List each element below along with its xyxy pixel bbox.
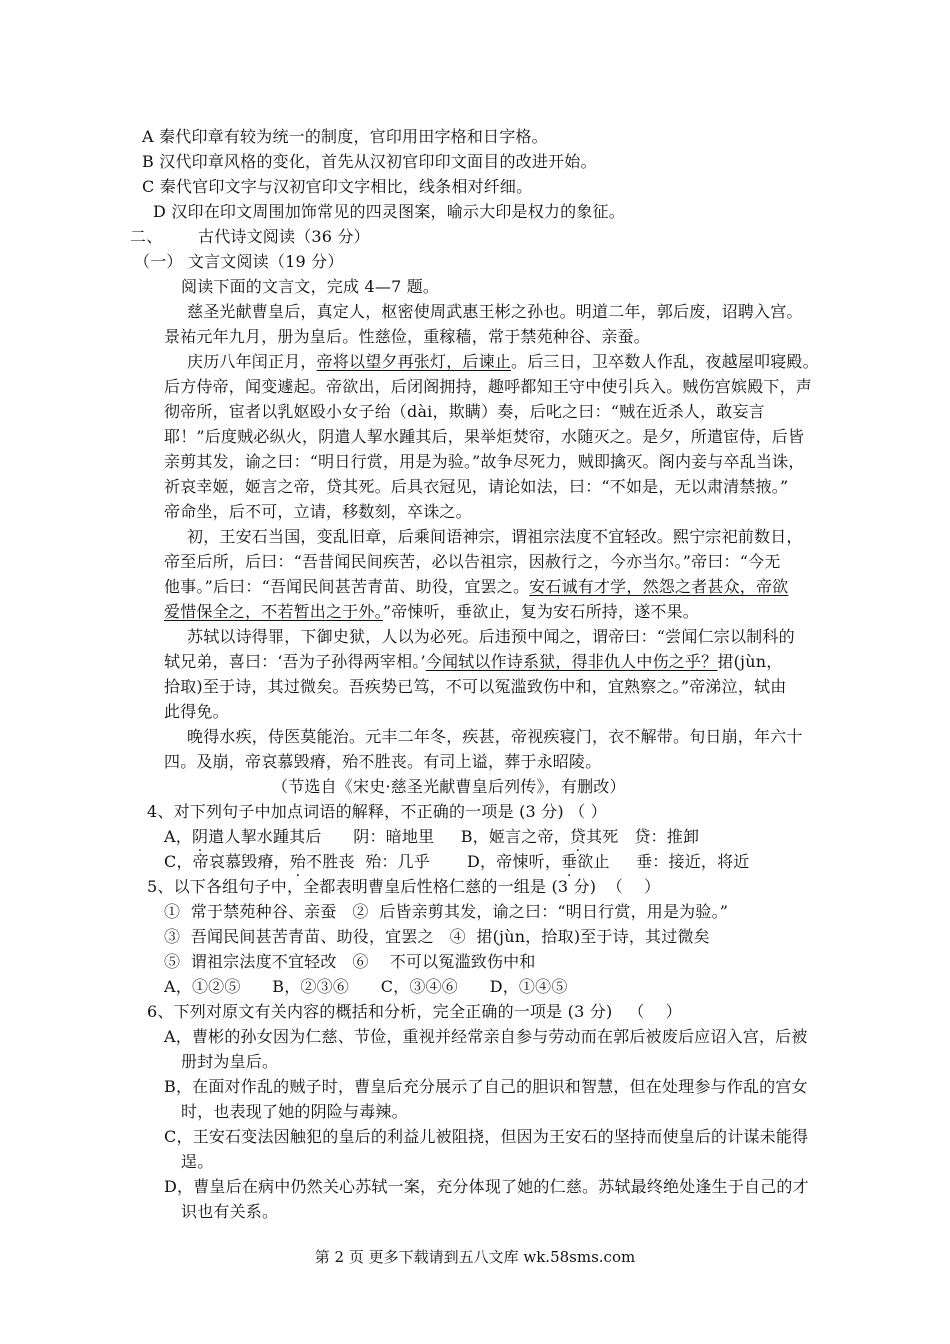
underlined-sentence: 帝将以望夕再张灯，后谏止 bbox=[316, 352, 512, 371]
prev-option-c: C 秦代官印文字与汉初官印文字相比，线条相对纤细。 bbox=[142, 177, 533, 196]
option-text: 其死 贷：推卸 bbox=[586, 827, 700, 846]
question-5-item: ① 常于禁苑种谷、亲蚕 ② 后皆亲剪其发，谕之曰：“明日行赏，用是为验。” bbox=[164, 902, 729, 921]
question-6-option-a-cont: 册封为皇后。 bbox=[181, 1052, 279, 1071]
dotted-word: 阴 bbox=[191, 827, 209, 846]
passage-text: 捃(jùn， bbox=[717, 652, 783, 671]
passage-line: 初，王安石当国，变乱旧章，后乘间语神宗，谓祖宗法度不宜轻改。熙宁宗祀前数日， bbox=[187, 527, 803, 546]
prev-option-a: A 秦代印章有较为统一的制度，官印用田字格和日字格。 bbox=[142, 127, 548, 146]
question-6-option-c: C，王安石变法因触犯的皇后的利益儿被阻挠，但因为王安石的坚持而使皇后的计谋未能得 bbox=[164, 1127, 809, 1146]
question-4-stem: 4、对下列句子中加点词语的解释，不正确的一项是 (3 分) （ ） bbox=[147, 802, 607, 821]
prev-option-b: B 汉代印章风格的变化，首先从汉初官印印文面目的改进开始。 bbox=[142, 152, 597, 171]
section-title: 古代诗文阅读（36 分） bbox=[198, 227, 370, 246]
question-6-option-b: B，在面对作乱的贼子时，曹皇后充分展示了自己的胆识和智慧，但在处理参与作乱的宫女 bbox=[164, 1077, 808, 1096]
question-6-option-a: A，曹彬的孙女因为仁慈、节俭，重视并经常亲自参与劳动而在郭后被废后应诏入宫，后被 bbox=[164, 1027, 808, 1046]
question-6-option-d-cont: 识也有关系。 bbox=[181, 1202, 279, 1221]
passage-line: 四。及崩，帝哀慕毁瘠，殆不胜丧。有司上谥，葬于永昭陵。 bbox=[164, 752, 602, 771]
underlined-sentence: 今闻轼以作诗系狱，得非仇人中伤之乎？ bbox=[425, 652, 718, 671]
dotted-word: 殆 bbox=[289, 852, 307, 871]
passage-source: （节选自《宋史·慈圣光献曹皇后列传》，有删改） bbox=[272, 777, 626, 796]
passage-text: 。后三日，卫卒数人作乱，夜越屋叩寝殿。 bbox=[511, 352, 819, 371]
passage-line: 亲剪其发，谕之曰：“明日行赏，用是为验。”故争尽死力，贼即擒灭。阁内妾与卒乱当诛， bbox=[164, 452, 805, 471]
option-text: 欲止 垂：接近，将近 bbox=[577, 852, 750, 871]
passage-line: 此得免。 bbox=[164, 702, 229, 721]
subsection-title: （一） 文言文阅读（19 分） bbox=[134, 252, 344, 271]
option-text: 不胜丧 殆：几乎 D，帝悚听， bbox=[306, 852, 562, 871]
passage-line: 彻帝所，宦者以乳妪殴小女子绐（dài，欺瞒）奏，后叱之曰：“贼在近杀人，敢妄言 bbox=[164, 402, 765, 421]
passage-line: 帝命坐，后不可，立请，移数刻，卒诛之。 bbox=[164, 502, 472, 521]
passage-text: 他事。”后曰：“吾闻民间甚苦青苗、助役，宜罢之。 bbox=[164, 577, 530, 596]
question-6-stem: 6、下列对原文有关内容的概括和分析，完全正确的一项是 (3 分) （ ） bbox=[147, 1002, 682, 1021]
passage-text: 庆历八年闰正月， bbox=[187, 352, 317, 371]
dotted-word: 贷 bbox=[569, 827, 587, 846]
question-5-item: ⑤ 谓祖宗法度不宜轻改 ⑥ 不可以冤滥致伤中和 bbox=[164, 952, 536, 971]
passage-line: 祈哀幸姬，姬言之帝，贷其死。后具衣冠见，请论如法，曰：“不如是，无以肃清禁掖。” bbox=[164, 477, 789, 496]
passage-line bbox=[164, 652, 782, 672]
question-6-option-d: D，曹皇后在病中仍然关心苏轼一案，充分体现了她的仁慈。苏轼最终绝处逢生于自己的才 bbox=[164, 1177, 809, 1196]
prev-option-d: D 汉印在印文周围加饰常见的四灵图案，喻示大印是权力的象征。 bbox=[153, 202, 625, 221]
question-5-stem: 5、以下各组句子中，全都表明曹皇后性格仁慈的一组是 (3 分) （ ） bbox=[147, 877, 661, 896]
passage-line: 后方侍帝，闻变遽起。帝欲出，后闭阁拥持，趣呼都知王守中使引兵入。贼伤宫嫔殿下，声 bbox=[164, 377, 813, 396]
question-5-item: ③ 吾闻民间甚苦青苗、助役，宜罢之 ④ 捃(jùn，拾取)至于诗，其过微矣 bbox=[164, 927, 710, 946]
passage-line bbox=[164, 602, 699, 622]
passage-line: 苏轼以诗得罪，下御史狱，人以为必死。后违预中闻之，谓帝曰：“尝闻仁宗以制科的 bbox=[187, 627, 795, 646]
question-4-options-ab bbox=[164, 827, 699, 847]
passage-line bbox=[164, 577, 788, 597]
section-number: 二、 bbox=[130, 227, 163, 246]
passage-line: 晚得水疾，侍医莫能治。元丰二年冬，疾甚，帝视疾寝门，衣不解带。旬日崩，年六十 bbox=[187, 727, 803, 746]
passage-line bbox=[187, 352, 819, 372]
question-5-options: A，①②⑤ B，②③⑥ C，③④⑥ D，①④⑤ bbox=[164, 977, 568, 996]
passage-line: 景祐元年九月，册为皇后。性慈俭，重稼穑，常于禁苑种谷、亲蚕。 bbox=[164, 327, 651, 346]
passage-line: 拾取)至于诗，其过微矣。吾疾势已笃，不可以冤滥致伤中和，宜熟察之。”帝涕泣，轼由 bbox=[164, 677, 787, 696]
page-footer: 第 2 页 更多下载请到五八文库 wk.58sms.com bbox=[314, 1248, 636, 1266]
instruction: 阅读下面的文言文，完成 4—7 题。 bbox=[181, 277, 440, 296]
passage-text: 轼兄弟，喜曰：‘吾为子孙得两宰相。’ bbox=[164, 652, 426, 671]
underlined-sentence: 爱惜保全之，不若暂出之于外。 bbox=[164, 602, 383, 621]
passage-text: ”帝悚听，垂欲止，复为安石所持，遂不果。 bbox=[382, 602, 699, 621]
passage-line: 帝至后所，后曰：“吾昔闻民间疾苦，必以告祖宗，因赦行之，今亦当尔。”帝曰：“今无 bbox=[164, 552, 781, 571]
passage-line: 耶！”后度贼必纵火，阴遣人挈水踵其后，果举炬焚帘，水随灭之。是夕，所遣宦侍，后皆 bbox=[164, 427, 805, 446]
passage-line: 慈圣光献曹皇后，真定人，枢密使周武惠王彬之孙也。明道二年，郭后废，诏聘入宫。 bbox=[187, 302, 803, 321]
question-4-options-cd bbox=[164, 852, 750, 872]
dotted-word: 垂 bbox=[561, 852, 578, 871]
option-text: 遣人挈水踵其后 阴：暗地里 B，姬言之帝， bbox=[208, 827, 570, 846]
option-text: C，帝哀慕毁瘠， bbox=[164, 852, 290, 871]
option-text: A， bbox=[164, 827, 192, 846]
underlined-sentence: 安石诚有才学，然怨之者甚众，帝欲 bbox=[529, 577, 789, 596]
question-6-option-c-cont: 逞。 bbox=[181, 1152, 214, 1171]
question-6-option-b-cont: 时，也表现了她的阴险与毒辣。 bbox=[181, 1102, 408, 1121]
